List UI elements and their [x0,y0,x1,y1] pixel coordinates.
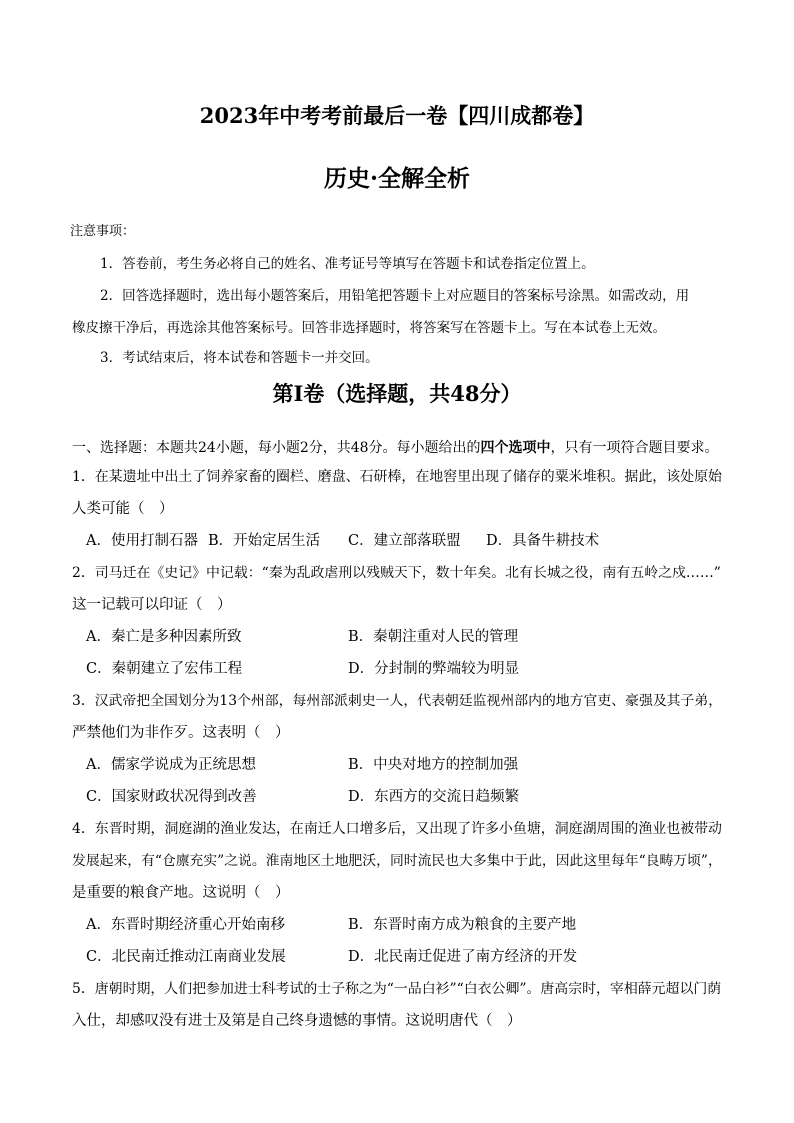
q2-option-d: D．分封制的弊端较为明显 [348,661,520,677]
q3-option-c: C．国家财政状况得到改善 [86,789,257,805]
q3-option-b: B．中央对地方的控制加强 [348,757,519,773]
notes-heading: 注意事项： [70,224,136,239]
part-title: 第Ⅰ卷（选择题，共48分） [272,381,522,406]
note-item-1: 1．答卷前，考生务必将自己的姓名、准考证号等填写在答题卡和试卷指定位置上。 [100,256,595,272]
q4-option-b: B．东晋时南方成为粮食的主要产地 [348,917,577,933]
section-instructions [72,437,719,457]
q4-stem-line-2: 发展起来，有“仓廪充实”之说。淮南地区土地肥沃，同时流民也大多集中于此，因此这里每年“良畴万顷”， [72,853,722,869]
q2-option-c: C．秦朝建立了宏伟工程 [86,661,243,677]
q1-stem-line-2: 人类可能（ ） [72,501,174,517]
q4-option-d: D．北民南迁促进了南方经济的开发 [348,949,578,965]
q5-stem-line-1: 5．唐朝时期，人们把参加进士科考试的士子称之为“一品白衫”“白衣公卿”。唐高宗时，宰相薛元超以门荫 [72,981,722,997]
note-item-3: 3．考试结束后，将本试卷和答题卡一并交回。 [100,350,379,366]
q3-stem-line-1: 3．汉武帝把全国划分为13个州部，每州部派刺史一人，代表朝廷监视州部内的地方官吏、豪强及其子弟， [72,693,723,709]
q5-stem-line-2: 入仕，却感叹没有进士及第是自己终身遗憾的事情。这说明唐代（ ） [72,1013,522,1029]
q4-option-a: A．东晋时期经济重心开始南移 [86,917,285,933]
exam-subtitle: 历史·全解全析 [323,165,470,192]
q2-stem-line-1: 2．司马迁在《史记》中记载：“秦为乱政虐刑以残贼天下，数十年矣。北有长城之役，南有五岭之戍……” [72,565,721,581]
q2-option-a: A．秦亡是多种因素所致 [86,629,242,645]
q1-option-a: A．使用打制石器 [86,533,198,549]
note-item-2-line-1: 2．回答选择题时，选出每小题答案后，用铅笔把答题卡上对应题目的答案标号涂黑。如需改动，用 [100,288,690,304]
q4-option-c: C．北民南迁推动江南商业发展 [86,949,286,965]
section-text-prefix: 一、选择题：本题共24小题，每小题2分，共48分。每小题给出的 [72,440,481,456]
q4-stem-line-3: 是重要的粮食产地。这说明（ ） [72,885,290,901]
q1-option-d: D．具备牛耕技术 [486,533,600,549]
q1-option-c: C．建立部落联盟 [348,533,461,549]
q2-stem-line-2: 这一记载可以印证（ ） [72,597,232,613]
q3-option-d: D．东西方的交流日趋频繁 [348,789,520,805]
q3-option-a: A．儒家学说成为正统思想 [86,757,256,773]
q1-option-b: B．开始定居生活 [208,533,321,549]
q2-option-b: B．秦朝注重对人民的管理 [348,629,519,645]
section-text-suffix: ，只有一项符合题目要求。 [550,440,719,456]
section-text-bold: 四个选项中 [480,440,551,456]
q1-stem-line-1: 1．在某遗址中出土了饲养家畜的圈栏、磨盘、石研棒，在地窖里出现了储存的粟米堆积。据此，该处原始 [72,469,722,485]
exam-title: 2023年中考考前最后一卷【四川成都卷】 [199,103,595,128]
q3-stem-line-2: 严禁他们为非作歹。这表明（ ） [72,725,290,741]
q4-stem-line-1: 4．东晋时期，洞庭湖的渔业发达，在南迁人口增多后，又出现了许多小鱼塘，洞庭湖周围的渔业也被带动 [72,821,722,837]
note-item-2-line-2: 橡皮擦干净后，再选涂其他答案标号。回答非选择题时，将答案写在答题卡上。写在本试卷上无效。 [72,320,666,336]
